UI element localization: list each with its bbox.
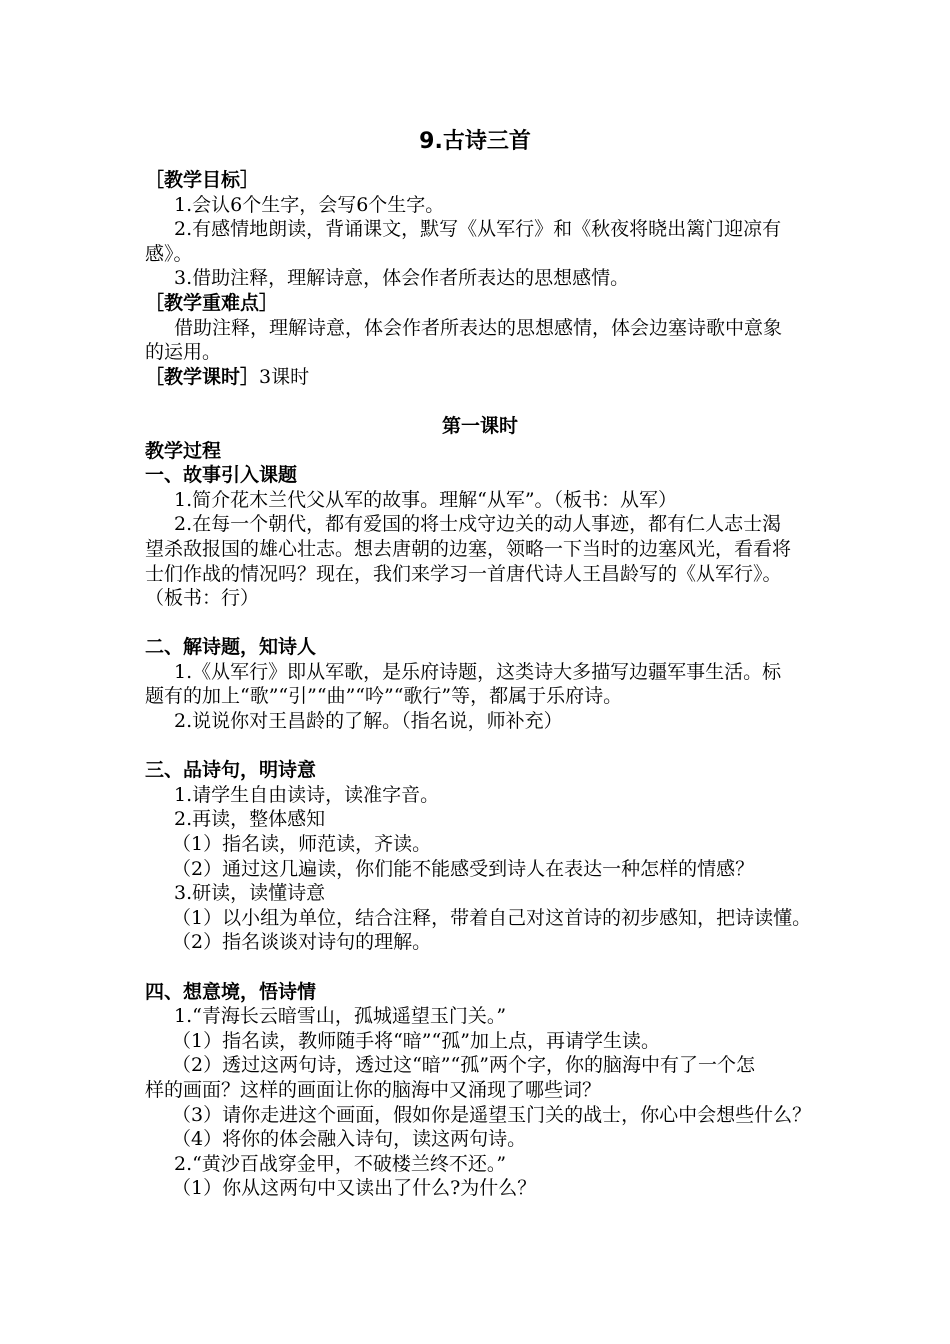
text-line	[145, 242, 815, 267]
text-line	[145, 217, 815, 242]
line-text: 2.在每一个朝代，都有爱国的将士戍守边关的动人事迹，都有仁人志士渴	[174, 513, 782, 536]
text-line	[145, 1103, 815, 1128]
text-line	[145, 906, 815, 931]
line-text: 题有的加上“歌”“引”“曲”“吟”“歌行”等，都属于乐府诗。	[145, 685, 623, 708]
line-text: 样的画面？这样的画面让你的脑海中又涌现了哪些词？	[145, 1078, 602, 1101]
text-line	[145, 1127, 815, 1152]
blank-line	[145, 611, 815, 636]
text-line	[145, 562, 815, 587]
text-line	[145, 881, 815, 906]
line-text: 的运用。	[145, 341, 222, 364]
section-heading	[145, 414, 815, 439]
line-text: 士们作战的情况吗？现在，我们来学习一首唐代诗人王昌龄写的《从军行》。	[145, 562, 782, 585]
text-line	[145, 783, 815, 808]
line-text: （4）将你的体会融入诗句，读这两句诗。	[172, 1128, 527, 1151]
line-text: 1.会认6个生字，会写6个生字。	[174, 193, 445, 216]
line-text: 感》。	[145, 242, 193, 265]
line-text: 一、故事引入课题	[145, 464, 298, 487]
section-heading	[145, 439, 815, 464]
line-text: 3.借助注释，理解诗意，体会作者所表达的思想感情。	[174, 267, 630, 290]
text-line	[145, 684, 815, 709]
blank-line	[145, 955, 815, 980]
line-text: 1.请学生自由读诗，读准字音。	[174, 783, 440, 806]
text-line	[145, 930, 815, 955]
text-line	[145, 1176, 815, 1201]
blank-line	[145, 734, 815, 759]
text-line	[145, 660, 815, 685]
line-text: 第一课时	[441, 414, 518, 437]
document-body	[145, 168, 815, 1201]
line-text: 1.“青海长云暗雪山，孤城遥望玉门关。”	[174, 1005, 507, 1028]
text-line	[145, 832, 815, 857]
text-line	[145, 807, 815, 832]
text-line	[145, 340, 815, 365]
line-tail-text: 3课时	[259, 365, 310, 388]
line-text: ［教学目标］	[145, 169, 260, 191]
line-text: 3.研读，读懂诗意	[174, 882, 326, 905]
line-text: 三、品诗句，明诗意	[145, 759, 317, 782]
blank-line	[145, 389, 815, 414]
line-text: 望杀敌报国的雄心壮志。想去唐朝的边塞，领略一下当时的边塞风光，看看将	[145, 537, 792, 560]
line-text: 2.有感情地朗读，背诵课文，默写《从军行》和《秋夜将晓出篱门迎凉有	[174, 218, 782, 241]
text-line	[145, 1029, 815, 1054]
line-text: 2.再读，整体感知	[174, 808, 326, 831]
section-heading	[145, 365, 815, 390]
line-text: ［教学重难点］	[145, 291, 279, 314]
text-line	[145, 1053, 815, 1078]
section-heading	[145, 635, 815, 660]
document-title: 9.古诗三首	[419, 129, 531, 154]
section-heading	[145, 758, 815, 783]
text-line	[145, 857, 815, 882]
line-text: 二、解诗题，知诗人	[145, 636, 317, 659]
text-line	[145, 512, 815, 537]
line-text: （1）你从这两句中又读出了什么?为什么？	[172, 1177, 537, 1200]
line-text: （1）指名读，师范读，齐读。	[172, 833, 432, 856]
text-line	[145, 586, 815, 611]
line-text: （板书：行）	[145, 587, 260, 610]
section-heading	[145, 463, 815, 488]
line-text: （1）指名读，教师随手将“暗”“孤”加上点，再请学生读。	[172, 1029, 660, 1052]
text-line	[145, 488, 815, 513]
text-line	[145, 709, 815, 734]
line-text: 借助注释，理解诗意，体会作者所表达的思想感情，体会边塞诗歌中意象	[174, 316, 783, 339]
text-line	[145, 193, 815, 218]
line-text: 教学过程	[145, 439, 222, 462]
line-text: （3）请你走进这个画面，假如你是遥望玉门关的战士，你心中会想些什么？	[172, 1103, 812, 1126]
text-line	[145, 1152, 815, 1177]
text-line	[145, 316, 815, 341]
line-text: 2.说说你对王昌龄的了解。（指名说，师补充）	[174, 710, 563, 733]
line-text: 四、想意境，悟诗情	[145, 980, 317, 1003]
text-line	[145, 266, 815, 291]
line-text: （2）透过这两句诗，透过这“暗”“孤”两个字，你的脑海中有了一个怎	[172, 1054, 755, 1077]
text-line	[145, 1078, 815, 1103]
line-text: 1.《从军行》即从军歌，是乐府诗题，这类诗大多描写边疆军事生活。标	[174, 660, 782, 683]
text-line	[145, 1004, 815, 1029]
section-heading	[145, 980, 815, 1005]
section-heading	[145, 168, 815, 193]
text-line	[145, 537, 815, 562]
line-text: （2）指名谈谈对诗句的理解。	[172, 931, 432, 954]
line-text: ［教学课时］	[145, 365, 260, 388]
line-text: 2.“黄沙百战穿金甲，不破楼兰终不还。”	[174, 1152, 507, 1175]
line-text: （2）通过这几遍读，你们能不能感受到诗人在表达一种怎样的情感？	[172, 857, 755, 880]
line-text: 1.简介花木兰代父从军的故事。理解“从军”。（板书：从军）	[174, 488, 678, 511]
section-heading	[145, 291, 815, 316]
line-text: （1）以小组为单位，结合注释，带着自己对这首诗的初步感知，把诗读懂。	[172, 906, 812, 929]
